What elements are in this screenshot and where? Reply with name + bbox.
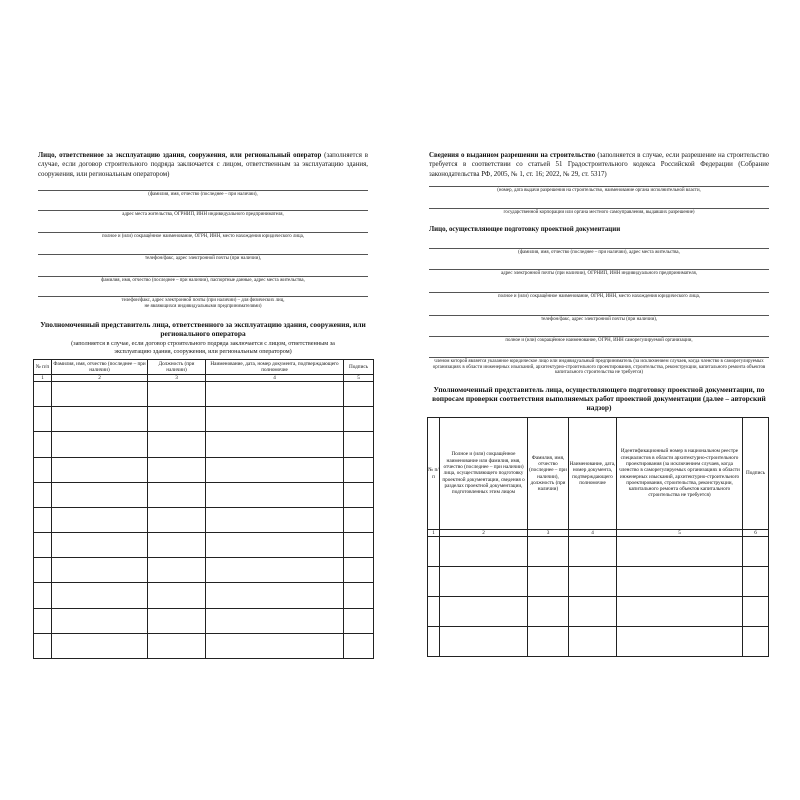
left-rep-note: (заполняется в случае, если договор строительного подряда заключается с лицом, ответственным за эксплуатацию здания, сооружения, или региональным оператором)	[71, 340, 335, 356]
table-header-row	[428, 418, 769, 530]
table-row	[34, 382, 374, 407]
col-header-document: Наименование, дата, номер документа, подтверждающего полномочие	[206, 360, 344, 375]
table-cell[interactable]	[34, 482, 52, 507]
table-cell[interactable]	[344, 583, 374, 608]
table-cell[interactable]	[34, 457, 52, 482]
table-cell[interactable]	[206, 457, 344, 482]
table-row	[34, 432, 374, 457]
table-cell[interactable]	[569, 597, 617, 627]
table-cell[interactable]	[148, 507, 206, 532]
table-cell[interactable]	[428, 567, 440, 597]
table-header-row	[34, 360, 374, 375]
table-row	[428, 567, 769, 597]
table-cell[interactable]	[34, 533, 52, 558]
table-cell[interactable]	[34, 507, 52, 532]
table-cell[interactable]	[206, 608, 344, 633]
table-cell[interactable]	[206, 558, 344, 583]
table-cell[interactable]	[617, 597, 743, 627]
table-cell[interactable]	[52, 558, 148, 583]
table-cell[interactable]	[34, 633, 52, 658]
table-cell[interactable]	[344, 633, 374, 658]
left-representatives-table	[33, 359, 374, 659]
table-cell[interactable]	[206, 583, 344, 608]
table-cell[interactable]	[206, 482, 344, 507]
table-row	[34, 533, 374, 558]
col-number-4: 4	[569, 530, 617, 537]
col-number-2: 2	[440, 530, 528, 537]
designer-line-1	[429, 248, 769, 249]
table-cell[interactable]	[569, 537, 617, 567]
designer-line-5	[429, 336, 769, 337]
table-cell[interactable]	[743, 567, 769, 597]
table-row	[34, 608, 374, 633]
col-number-2: 2	[52, 374, 148, 381]
table-cell[interactable]	[344, 382, 374, 407]
table-cell[interactable]	[206, 407, 344, 432]
permit-line-2	[429, 208, 769, 209]
table-cell[interactable]	[440, 597, 528, 627]
line-4	[38, 254, 368, 255]
table-cell[interactable]	[52, 608, 148, 633]
caption-6: телефон/факс, адрес электронной почты (при наличии) – для физических лиц,	[121, 298, 285, 303]
column-number-row	[428, 530, 769, 537]
table-cell[interactable]	[206, 382, 344, 407]
table-cell[interactable]	[206, 432, 344, 457]
designer-caption-1: (фамилия, имя, отчество (последнее – при наличии), адрес места жительства,	[518, 250, 680, 255]
table-cell[interactable]	[344, 432, 374, 457]
left-rep-heading: Уполномоченный представитель лица, ответственного за эксплуатацию здания, сооружения, или регионального оператора	[40, 320, 366, 339]
permit-caption-2: государственной корпорации или органа местного самоуправления, выдавших разрешение)	[503, 210, 695, 215]
table-cell[interactable]	[52, 583, 148, 608]
col-number-1: 1	[428, 530, 440, 537]
table-cell[interactable]	[428, 597, 440, 627]
col-header-number: № п/п	[428, 418, 440, 530]
table-cell[interactable]	[344, 482, 374, 507]
table-cell[interactable]	[34, 558, 52, 583]
col-header-registry-number: Идентификационный номер в национальном реестре специалистов в области архитектурно-строительного проектирования (за исключением случаев, когда членство в саморегулируемых организациях в области инженерных изысканий, архитектурно-строительного проектирования, строительства, реконструкции, капитального ремонта объектов капитального строительства не требуется)	[617, 418, 743, 530]
permit-title: Сведения о выданном разрешении на строительство	[429, 152, 596, 159]
designer-line-4	[429, 315, 769, 316]
designer-caption-4: телефон/факс, адрес электронной почты (при наличии),	[540, 317, 658, 322]
table-cell[interactable]	[344, 407, 374, 432]
line-1	[38, 190, 368, 191]
table-cell[interactable]	[440, 537, 528, 567]
table-cell[interactable]	[52, 407, 148, 432]
designer-caption-3: полное и (или) сокращённое наименование, ОГРН, ИНН, место нахождения юридического лица,	[497, 294, 701, 299]
column-number-row	[34, 374, 374, 381]
table-cell[interactable]	[148, 583, 206, 608]
table-cell[interactable]	[428, 627, 440, 657]
table-cell[interactable]	[34, 432, 52, 457]
table-cell[interactable]	[617, 537, 743, 567]
designer-caption-5: полное и (или) сокращённое наименование, ОГРН, ИНН саморегулируемой организации,	[505, 338, 693, 343]
line-5	[38, 276, 368, 277]
table-row	[34, 407, 374, 432]
table-cell[interactable]	[148, 432, 206, 457]
table-cell[interactable]	[743, 597, 769, 627]
caption-7: не являющихся индивидуальными предпринимателями)	[144, 304, 262, 309]
table-cell[interactable]	[528, 597, 569, 627]
table-cell[interactable]	[206, 507, 344, 532]
table-cell[interactable]	[206, 633, 344, 658]
col-header-position: Должность (при наличии)	[148, 360, 206, 375]
table-cell[interactable]	[743, 537, 769, 567]
table-row	[34, 482, 374, 507]
table-cell[interactable]	[528, 627, 569, 657]
caption-1: (фамилия, имя, отчество (последнее – при наличии),	[148, 192, 258, 197]
table-cell[interactable]	[148, 457, 206, 482]
line-3	[38, 232, 368, 233]
table-cell[interactable]	[440, 627, 528, 657]
table-cell[interactable]	[52, 507, 148, 532]
table-row	[428, 537, 769, 567]
right-representatives-table	[427, 417, 769, 657]
col-number-1: 1	[34, 374, 52, 381]
table-cell[interactable]	[344, 457, 374, 482]
col-header-document: Наименование, дата, номер документа, подтверждающего полномочие	[569, 418, 617, 530]
table-row	[428, 597, 769, 627]
operator-title: Лицо, ответственное за эксплуатацию здания, сооружения, или региональный оператор	[38, 152, 322, 159]
table-cell[interactable]	[52, 457, 148, 482]
table-cell[interactable]	[148, 558, 206, 583]
designer-line-6	[429, 357, 769, 358]
table-cell[interactable]	[344, 533, 374, 558]
table-cell[interactable]	[52, 482, 148, 507]
caption-5: фамилия, имя, отчество (последнее – при наличии), паспортные данные, адрес места жительства,	[101, 278, 305, 283]
table-cell[interactable]	[52, 432, 148, 457]
col-header-number: № п/п	[34, 360, 52, 375]
table-cell[interactable]	[569, 627, 617, 657]
caption-3: полное и (или) сокращённое наименование, ОГРН, ИНН, место нахождения юридического лица,	[101, 234, 305, 239]
table-cell[interactable]	[148, 608, 206, 633]
caption-4: телефон/факс, адрес электронной почты (при наличии),	[144, 256, 262, 261]
designer-line-3	[429, 292, 769, 293]
permit-note: (заполняется в случае, если разрешение на строительство требуется в соответствии со статьей 51 Градостроительного кодекса Российской Федерации (Собрание законодательства РФ, 2005, № 1, ст. 16; 2022, № 29, ст. 5317)	[429, 152, 769, 178]
table-cell[interactable]	[34, 382, 52, 407]
col-header-signature: Подпись	[743, 418, 769, 530]
designer-section	[429, 225, 769, 234]
table-cell[interactable]	[34, 583, 52, 608]
table-cell[interactable]	[743, 627, 769, 657]
table-cell[interactable]	[34, 407, 52, 432]
table-cell[interactable]	[569, 567, 617, 597]
right-page	[400, 0, 800, 800]
table-cell[interactable]	[148, 533, 206, 558]
caption-2: адрес места жительства, ОГРНИП, ИНН индивидуального предпринимателя,	[122, 212, 284, 217]
right-rep-heading: Уполномоченный представитель лица, осуществляющего подготовку проектной документации, по вопросам проверки соответствия выполняемых работ проектной документации (далее – авторский надзор)	[432, 385, 766, 413]
table-cell[interactable]	[528, 567, 569, 597]
operator-section	[38, 151, 368, 179]
table-cell[interactable]	[617, 627, 743, 657]
table-cell[interactable]	[148, 407, 206, 432]
col-header-organization: Полное и (или) сокращённое наименование или фамилия, имя, отчество (последнее – при наличии) лица, осуществляющего подготовку проектной документации, сведения о разделах проектной документации, подготовленных этим лицом	[440, 418, 528, 530]
col-number-4: 4	[206, 374, 344, 381]
table-cell[interactable]	[428, 537, 440, 567]
table-cell[interactable]	[52, 533, 148, 558]
line-6	[38, 296, 368, 297]
col-number-5: 5	[344, 374, 374, 381]
col-header-signature: Подпись	[344, 360, 374, 375]
permit-caption-1: (номер, дата выдачи разрешения на строительство, наименование органа исполнительной власти,	[497, 188, 701, 193]
table-cell[interactable]	[617, 567, 743, 597]
designer-title: Лицо, осуществляющее подготовку проектной документации	[429, 226, 621, 233]
table-cell[interactable]	[52, 382, 148, 407]
table-cell[interactable]	[440, 567, 528, 597]
table-cell[interactable]	[148, 482, 206, 507]
table-cell[interactable]	[148, 633, 206, 658]
table-row	[34, 558, 374, 583]
table-cell[interactable]	[344, 558, 374, 583]
col-number-6: 6	[743, 530, 769, 537]
operator-note: (заполняется в случае, если договор строительного подряда заключается с лицом, ответственным за эксплуатацию здания, сооружения, или региональным оператором)	[38, 152, 368, 178]
col-number-3: 3	[148, 374, 206, 381]
table-cell[interactable]	[344, 507, 374, 532]
table-cell[interactable]	[344, 608, 374, 633]
col-header-name-position: Фамилия, имя, отчество (последнее – при наличии), должность (при наличии)	[528, 418, 569, 530]
permit-line-1	[429, 186, 769, 187]
table-row	[34, 583, 374, 608]
permit-section	[429, 151, 769, 179]
table-cell[interactable]	[34, 608, 52, 633]
designer-line-2	[429, 269, 769, 270]
designer-footnote: членом которой является указанное юридическое лицо или индивидуальный предприниматель (за исключением случаев, когда членство в саморегулируемых организациях в области инженерных изысканий, архитектурно-строительного проектирования, строительства, реконструкции, капитального ремонта объектов капитального строительства не требуется)	[432, 359, 766, 376]
table-cell[interactable]	[528, 537, 569, 567]
col-header-name: Фамилия, имя, отчество (последнее – при наличии)	[53, 360, 146, 373]
col-number-3: 3	[528, 530, 569, 537]
table-cell[interactable]	[148, 382, 206, 407]
table-cell[interactable]	[206, 533, 344, 558]
designer-caption-2: адрес электронной почты (при наличии), ОГРНИП, ИНН индивидуального предпринимателя,	[500, 271, 698, 276]
table-row	[34, 457, 374, 482]
table-row	[34, 633, 374, 658]
line-2	[38, 210, 368, 211]
table-row	[34, 507, 374, 532]
col-number-5: 5	[617, 530, 743, 537]
table-cell[interactable]	[52, 633, 148, 658]
table-row	[428, 627, 769, 657]
